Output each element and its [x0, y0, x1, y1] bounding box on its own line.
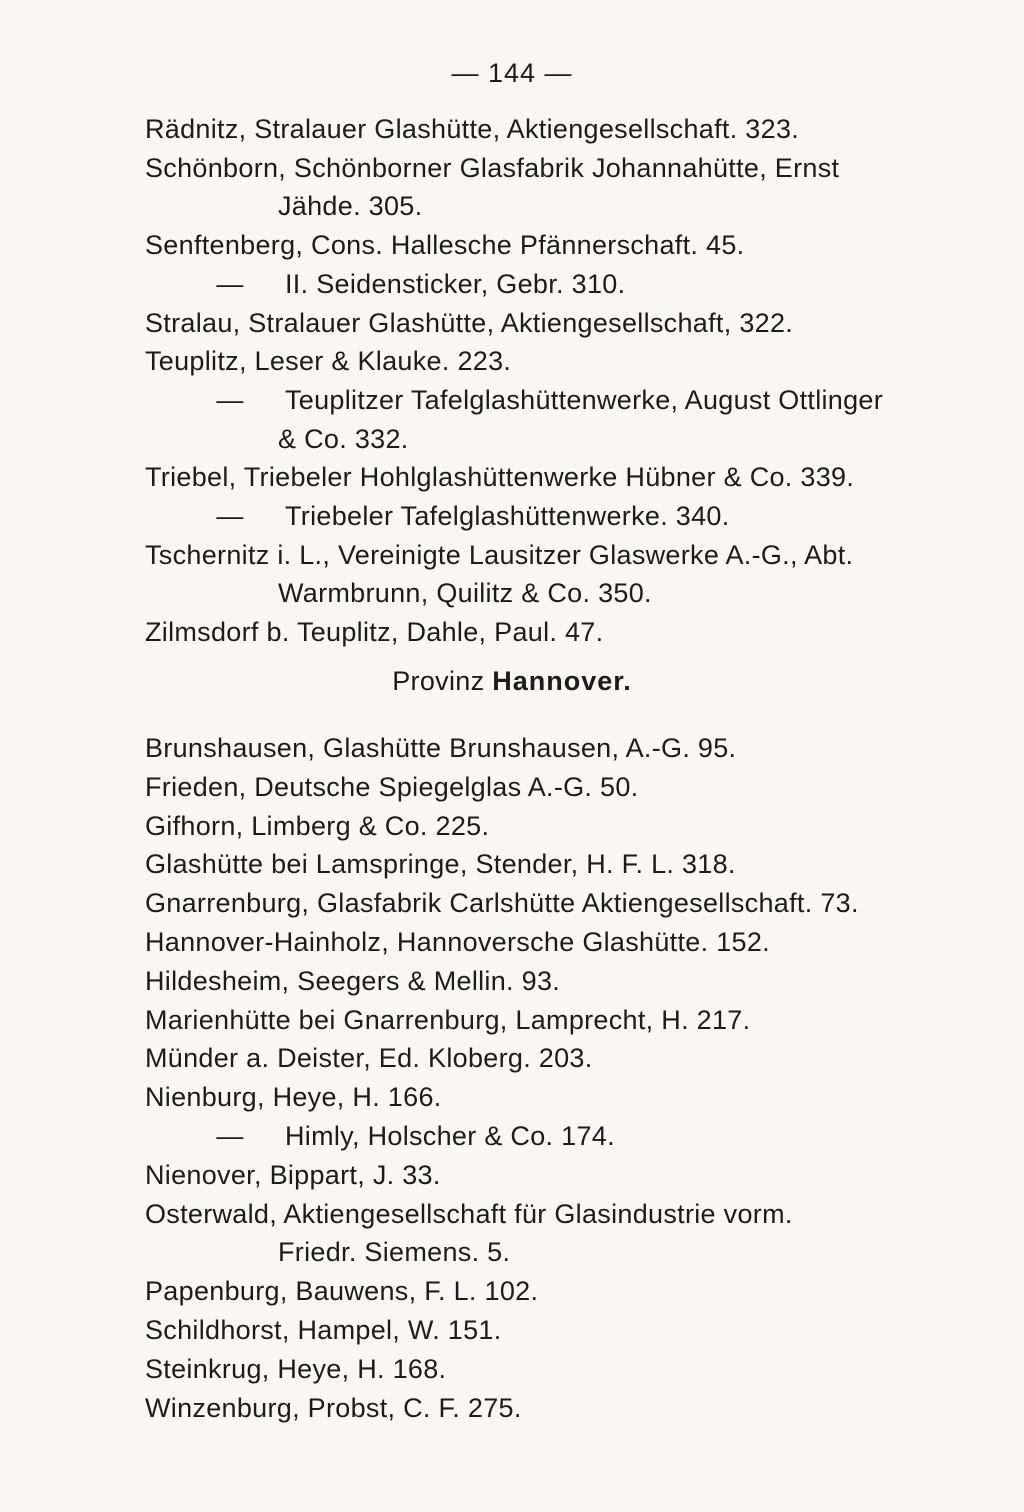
directory-entry: Gifhorn, Limberg & Co. 225.: [145, 810, 490, 841]
directory-entry-text: Teuplitzer Tafelglashüttenwerke, August Ottlinger: [285, 384, 884, 415]
directory-entry-ditto: [145, 265, 975, 304]
directory-entry: Steinkrug, Heye, H. 168.: [145, 1353, 447, 1384]
entries-list-hannover: [145, 729, 975, 1427]
directory-entry: Münder a. Deister, Ed. Kloberg. 203.: [145, 1043, 593, 1074]
directory-entry: Hildesheim, Seegers & Mellin. 93.: [145, 965, 561, 996]
directory-entry-ditto: [145, 497, 975, 536]
directory-entry: Rädnitz, Stralauer Glashütte, Aktiengesellschaft. 323.: [145, 114, 800, 144]
directory-entry: Marienhütte bei Gnarrenburg, Lamprecht, H. 217.: [145, 1004, 751, 1035]
directory-entry: Brunshausen, Glashütte Brunshausen, A.-G. 95.: [145, 733, 737, 763]
directory-entry-ditto: [145, 381, 975, 420]
directory-entry: Nienburg, Heye, H. 166.: [145, 1082, 442, 1113]
directory-entry: Teuplitz, Leser & Klauke. 223.: [145, 346, 512, 377]
section-heading-prefix: Provinz: [392, 666, 485, 696]
directory-entry: Glashütte bei Lamspringe, Stender, H. F. L. 318.: [145, 849, 736, 880]
directory-entry: Zilmsdorf b. Teuplitz, Dahle, Paul. 47.: [145, 617, 604, 648]
directory-entry: Schönborn, Schönborner Glasfabrik Johannahütte, Ernst: [145, 152, 840, 183]
entries-list-previous-province: [145, 110, 975, 652]
directory-entry-continuation: Jähde. 305.: [278, 191, 423, 222]
directory-entry: Papenburg, Bauwens, F. L. 102.: [145, 1276, 539, 1307]
ditto-dash: —: [216, 501, 244, 532]
directory-entry: Gnarrenburg, Glasfabrik Carlshütte Aktiengesellschaft. 73.: [145, 888, 859, 919]
directory-entry: Schildhorst, Hampel, W. 151.: [145, 1314, 502, 1345]
directory-entry: Winzenburg, Probst, C. F. 275.: [145, 1392, 522, 1423]
directory-entry-continuation: Warmbrunn, Quilitz & Co. 350.: [278, 578, 652, 609]
directory-entry-continuation: & Co. 332.: [278, 423, 409, 454]
page-number: — 144 —: [451, 58, 573, 88]
directory-entry-ditto: [145, 1117, 975, 1156]
directory-entry: Frieden, Deutsche Spiegelglas A.-G. 50.: [145, 771, 639, 802]
ditto-dash: —: [216, 1120, 244, 1151]
ditto-dash: —: [216, 384, 244, 415]
directory-entry: Osterwald, Aktiengesellschaft für Glasindustrie vorm.: [145, 1198, 793, 1229]
section-heading-name: Hannover.: [492, 666, 632, 696]
ditto-dash: —: [216, 268, 244, 299]
directory-entry: Hannover-Hainholz, Hannoversche Glashütte. 152.: [145, 926, 770, 957]
directory-entry: Nienover, Bippart, J. 33.: [145, 1159, 441, 1190]
directory-entry-text: Triebeler Tafelglashüttenwerke. 340.: [285, 501, 730, 532]
directory-entry: Tschernitz i. L., Vereinigte Lausitzer Glaswerke A.-G., Abt.: [145, 539, 854, 570]
directory-entry: Triebel, Triebeler Hohlglashüttenwerke Hübner & Co. 339.: [145, 462, 855, 493]
directory-entry-continuation: Friedr. Siemens. 5.: [278, 1237, 511, 1268]
section-heading: [0, 666, 1024, 697]
directory-entry: Senftenberg, Cons. Hallesche Pfännerschaft. 45.: [145, 230, 745, 261]
directory-entry-text: Himly, Holscher & Co. 174.: [285, 1120, 615, 1151]
directory-entry-text: II. Seidensticker, Gebr. 310.: [285, 268, 626, 299]
directory-entry: Stralau, Stralauer Glashütte, Aktiengesellschaft, 322.: [145, 307, 794, 338]
